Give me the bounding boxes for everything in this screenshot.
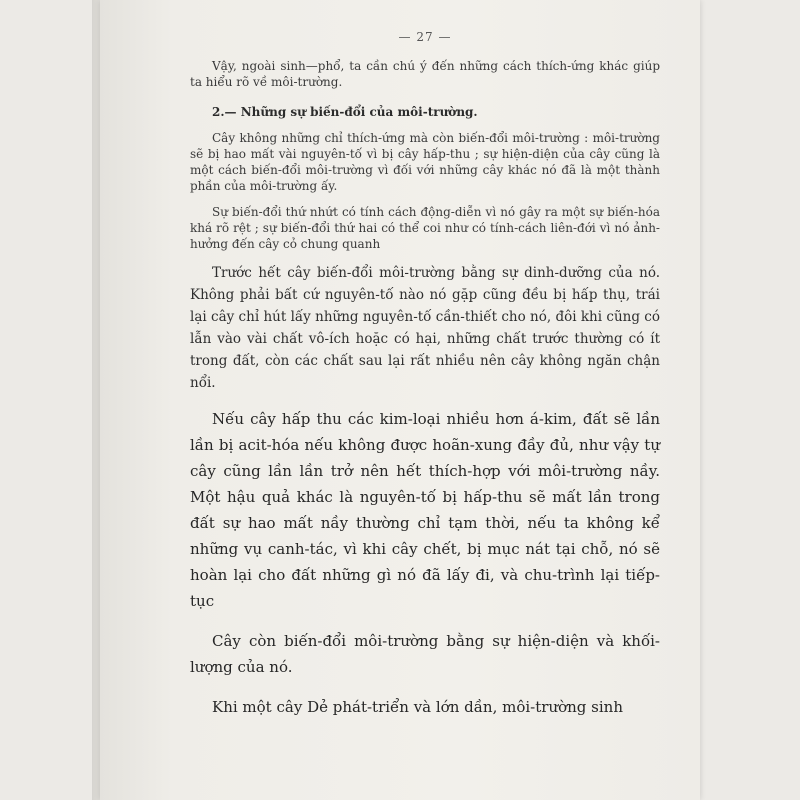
paragraph: Nếu cây hấp thu các kim-loại nhiều hơn á-kim, đất sẽ lần lần bị acit-hóa nếu không được hoãn-xung đầy đủ, như vậy tự cây cũng lần lần trở nên hết thích-hợp với môi-trường nầy. Một hậu quả khác là nguyên-tố bị hấp-thu sẽ mất lần trong đất sự hao mất nầy thường chỉ tạm thời, nếu ta không kể những vụ canh-tác, vì khi cây chết, bị mục nát tại chỗ, nó sẽ hoàn lại cho đất những gì nó đã lấy đi, và chu-trình lại tiếp-tục xyxy=(190,410,660,610)
page-number: — 27 — xyxy=(398,30,452,44)
paragraph: Sự biến-đổi thứ nhứt có tính cách động-diễn vì nó gây ra một sự biến-hóa khá rõ rệt ; sự biến-đổi thứ hai có thể coi như có tính-cách liên-đới vì nó ảnh-hưởng đến cây cỏ chung quanh xyxy=(190,205,660,251)
section-heading: 2.— Những sự biến-đổi của môi-trường. xyxy=(212,105,478,119)
paragraph: Cây không những chỉ thích-ứng mà còn biến-đổi môi-trường : môi-trường sẽ bị hao mất vài nguyên-tố vì bị cây hấp-thu ; sự hiện-diện của cây cũng là một cách biến-đổi môi-trường vì đối với những cây khác nó đã là một thành phần của môi-trường ấy. xyxy=(190,131,660,193)
page-text xyxy=(190,30,660,734)
paragraph: Trước hết cây biến-đổi môi-trường bằng sự dinh-dưỡng của nó. Không phải bất cứ nguyên-tố nào nó gặp cũng đều bị hấp thụ, trái lại cây chỉ hút lấy những nguyên-tố cần-thiết cho nó, đôi khi cũng có lẫn vào vài chất vô-ích hoặc có hại, những chất trước thường có ít trong đất, còn các chất sau lại rất nhiều nên cây không ngăn chận nổi. xyxy=(190,265,660,391)
paragraph: Khi một cây Dẻ phát-triển và lớn dần, môi-trường sinh xyxy=(212,698,623,716)
section-intro xyxy=(190,58,660,252)
section-nutrition xyxy=(190,262,660,394)
section-consequences xyxy=(190,406,660,720)
paragraph: Cây còn biến-đổi môi-trường bằng sự hiện-diện và khối-lượng của nó. xyxy=(190,632,660,676)
paragraph: Vậy, ngoài sinh—phổ, ta cần chú ý đến những cách thích-ứng khác giúp ta hiểu rõ về môi-trường. xyxy=(190,59,660,89)
